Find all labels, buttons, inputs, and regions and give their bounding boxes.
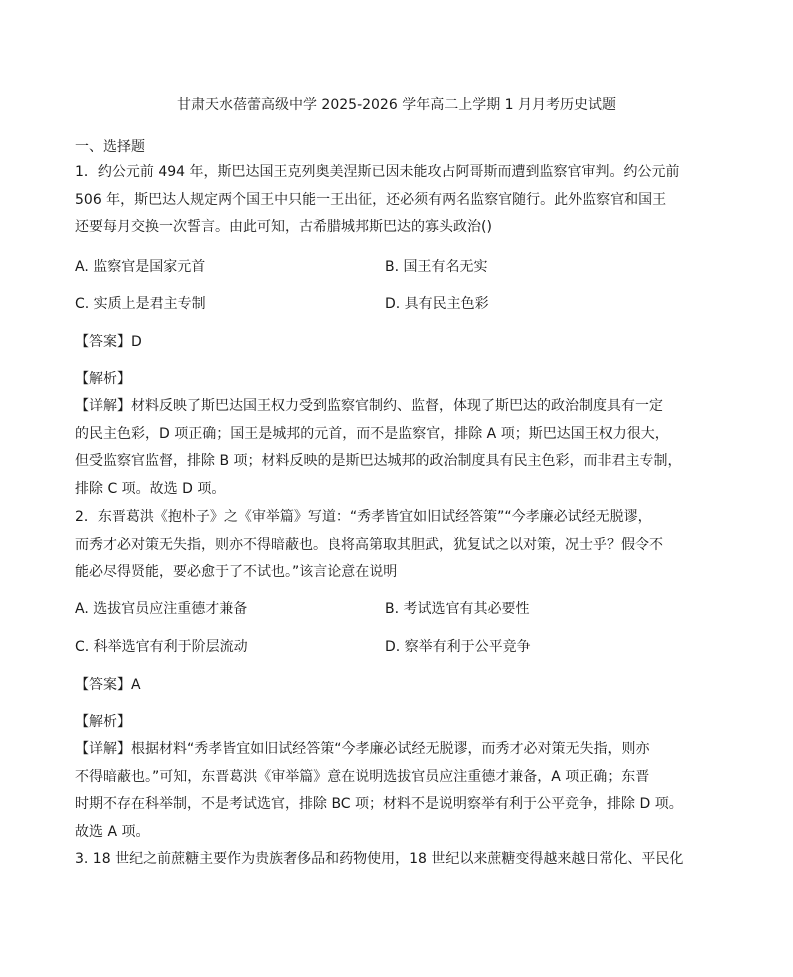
question-2-answer: 【答案】A [75,677,141,693]
question-1-analysis-line: 的民主色彩，D 项正确；国王是城邦的元首，而不是监察官，排除 A 项；斯巴达国王权力很大， [75,425,669,442]
question-1-analysis-line: 但受监察官监督，排除 B 项；材料反映的是斯巴达城邦的政治制度具有民主色彩，而非君主专制， [75,453,682,469]
question-2-analysis [75,736,720,846]
question-3-stem-line: 3. 18 世纪之前蔗糖主要作为贵族奢侈品和药物使用，18 世纪以来蔗糖变得越来越日常化、平民化 [75,851,684,867]
section-heading: 一、选择题 [75,139,145,155]
question-2-analysis-line: 不得暗蔽也。”可知，东晋葛洪《审举篇》意在说明选拔官员应注重德才兼备，A 项正确；东晋 [75,768,650,785]
question-1-option-b: B. 国王有名无实 [385,259,488,275]
question-1-stem [75,159,720,242]
question-2-stem [75,504,720,587]
question-2-option-a: A. 选拔官员应注重德才兼备 [75,601,248,617]
question-1-option-a: A. 监察官是国家元首 [75,259,206,275]
question-1-option-d: D. 具有民主色彩 [385,296,489,312]
question-1-analysis [75,393,720,503]
question-1-analysis-line: 排除 C 项。故选 D 项。 [75,480,226,497]
question-1-answer: 【答案】D [75,334,142,350]
question-2-analysis-line: 【详解】根据材料“秀孝皆宜如旧试经答策“今孝廉必试经无脱谬，而秀才必对策无失指，则亦 [75,741,650,757]
question-2-option-b: B. 考试选官有其必要性 [385,601,530,617]
question-1-stem-line: 还要每月交换一次誓言。由此可知，古希腊城邦斯巴达的寡头政治() [75,219,492,235]
document-title: 甘肃天水蓓蕾高级中学 2025-2026 学年高二上学期 1 月月考历史试题 [176,97,617,113]
question-1-analysis-label: 【解析】 [75,371,131,387]
question-2-analysis-line: 故选 A 项。 [75,823,150,840]
question-2-option-c: C. 科举选官有利于阶层流动 [75,639,248,655]
question-1-stem-line: 1．约公元前 494 年，斯巴达国王克列奥美涅斯已因未能攻占阿哥斯而遭到监察官审判。约公元前 [75,164,680,180]
question-2-analysis-label: 【解析】 [75,714,131,730]
question-2-stem-line: 而秀才必对策无失指，则亦不得暗蔽也。良将高第取其胆武，犹复试之以对策，况士乎？假令不 [75,536,663,553]
question-2-stem-line: 2．东晋葛洪《抱朴子》之《审举篇》写道：“秀孝皆宜如旧试经答策”“今孝廉必试经无脱谬， [75,509,652,525]
question-2-analysis-line: 时期不存在科举制，不是考试选官，排除 BC 项；材料不是说明察举有利于公平竞争，排除 D 项。 [75,796,683,812]
question-1-analysis-line: 【详解】材料反映了斯巴达国王权力受到监察官制约、监督，体现了斯巴达的政治制度具有一定 [75,398,663,414]
question-2-option-d: D. 察举有利于公平竞争 [385,639,531,655]
question-2-stem-line: 能必尽得贤能，要必愈于了不试也。”该言论意在说明 [75,564,398,580]
question-1-option-c: C. 实质上是君主专制 [75,296,206,312]
question-3-stem [75,846,720,874]
question-1-stem-line: 506 年，斯巴达人规定两个国王中只能一王出征，还必须有两名监察官随行。此外监察官和国王 [75,191,667,208]
